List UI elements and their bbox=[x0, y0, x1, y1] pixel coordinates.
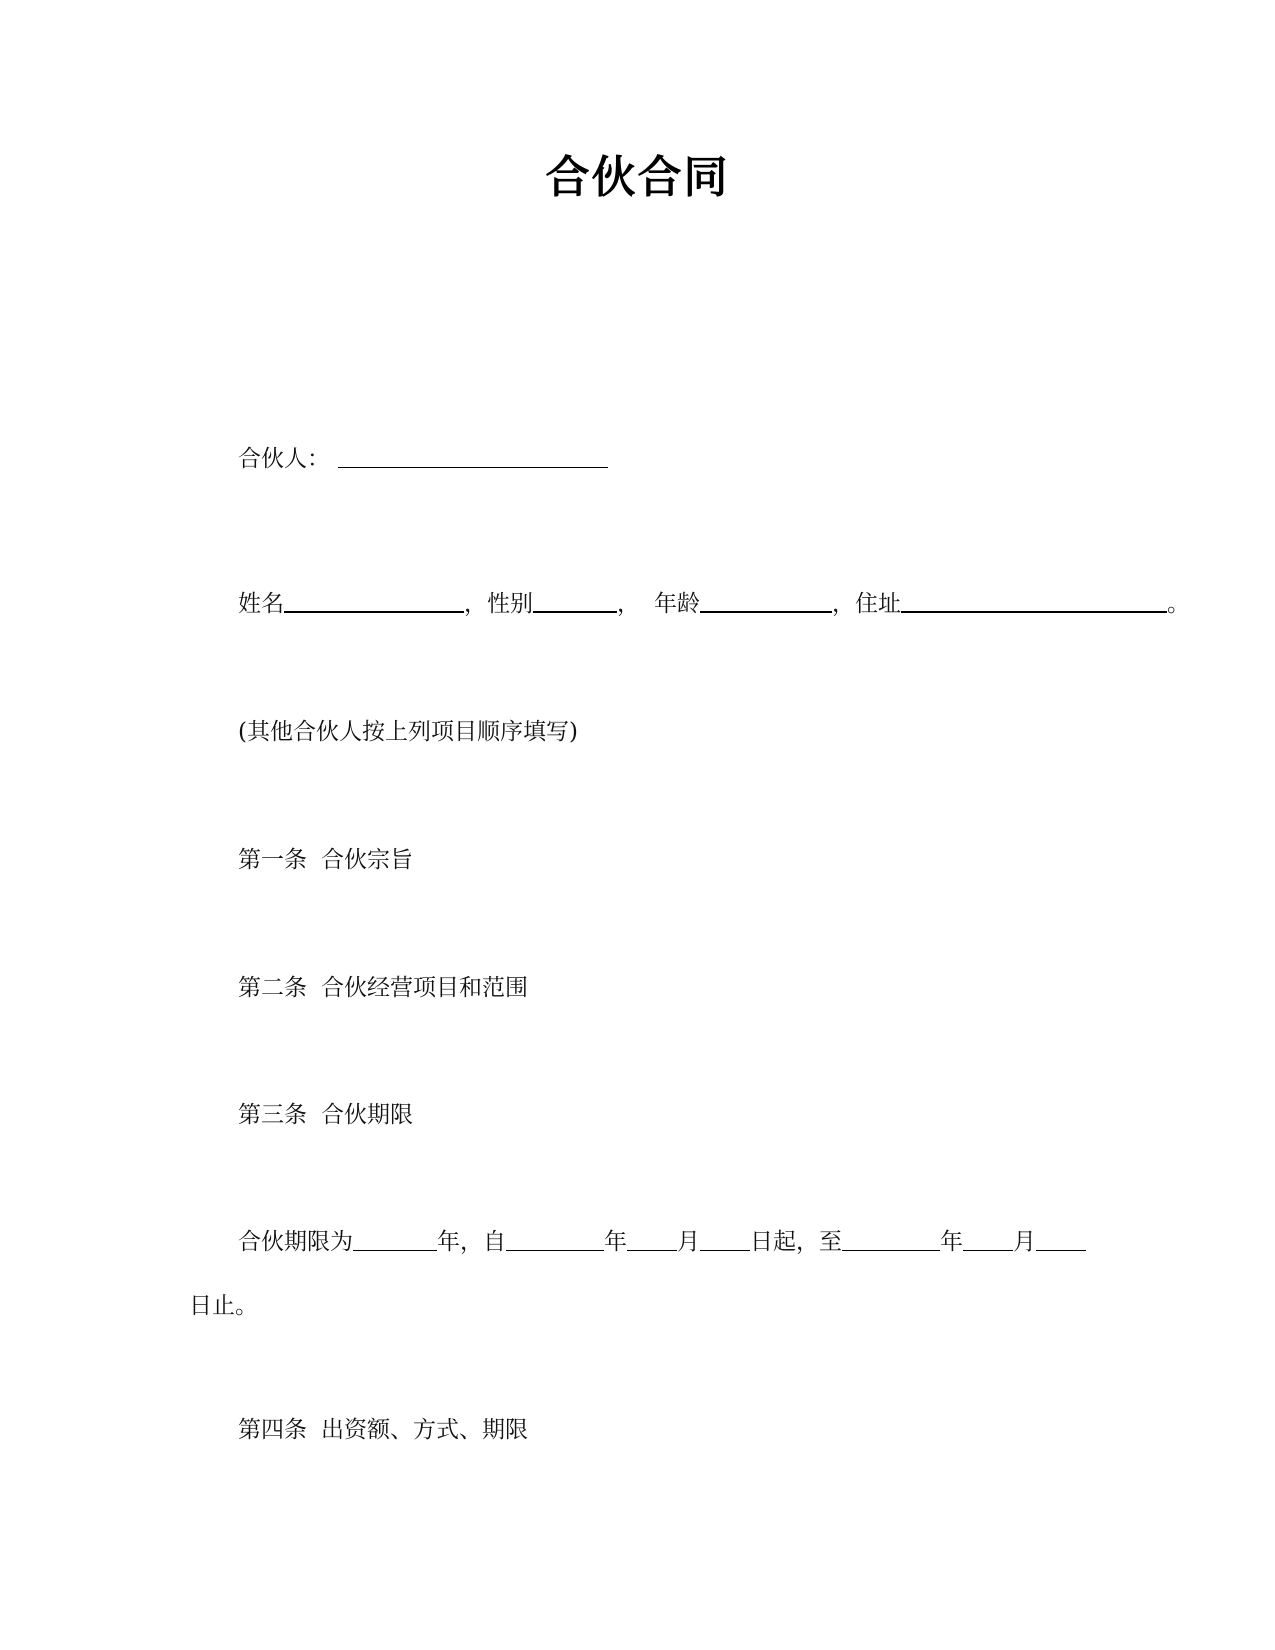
partner-label: 合伙人： bbox=[238, 446, 330, 472]
gender-blank[interactable] bbox=[533, 589, 617, 613]
fill-in-note: (其他合伙人按上列项目顺序填写) bbox=[238, 719, 578, 745]
start-year-blank[interactable] bbox=[506, 1228, 604, 1251]
start-year-label: 年 bbox=[604, 1229, 627, 1255]
article-2 bbox=[238, 972, 528, 1004]
end-month-label: 月 bbox=[1013, 1229, 1036, 1255]
article-1-heading: 合伙宗旨 bbox=[321, 847, 413, 873]
end-year-label: 年 bbox=[940, 1229, 963, 1255]
term-prefix: 合伙期限为 bbox=[238, 1229, 353, 1255]
article-3-heading: 合伙期限 bbox=[321, 1102, 413, 1128]
address-label: ，住址 bbox=[832, 591, 901, 617]
article-2-number: 第二条 bbox=[238, 975, 307, 1001]
start-month-blank[interactable] bbox=[627, 1228, 677, 1251]
age-label: 年龄 bbox=[654, 591, 700, 617]
end-year-blank[interactable] bbox=[842, 1228, 940, 1251]
article-4-number: 第四条 bbox=[238, 1417, 307, 1443]
age-blank[interactable] bbox=[700, 589, 832, 613]
end-day-blank[interactable] bbox=[1036, 1228, 1086, 1251]
term-year-label: 年，自 bbox=[437, 1229, 506, 1255]
article-4 bbox=[238, 1414, 528, 1446]
start-month-label: 月 bbox=[677, 1229, 700, 1255]
partner-blank[interactable] bbox=[338, 445, 608, 468]
article-3-number: 第三条 bbox=[238, 1102, 307, 1128]
article-1 bbox=[238, 844, 413, 876]
term-years-blank[interactable] bbox=[353, 1228, 437, 1251]
gender-label: ，性别 bbox=[464, 591, 533, 617]
separator-comma: ， bbox=[617, 591, 640, 617]
term-line bbox=[238, 1226, 1086, 1258]
personal-info-line bbox=[238, 588, 1190, 620]
term-line-end: 日止。 bbox=[189, 1293, 258, 1319]
name-label: 姓名 bbox=[238, 591, 284, 617]
address-blank[interactable] bbox=[901, 589, 1167, 613]
start-day-blank[interactable] bbox=[700, 1228, 750, 1251]
start-day-label: 日起，至 bbox=[750, 1229, 842, 1255]
article-3 bbox=[238, 1099, 413, 1131]
article-2-heading: 合伙经营项目和范围 bbox=[321, 975, 528, 1001]
info-line-end: 。 bbox=[1167, 591, 1190, 617]
partner-line bbox=[238, 443, 608, 475]
end-month-blank[interactable] bbox=[963, 1228, 1013, 1251]
name-blank[interactable] bbox=[284, 589, 464, 613]
document-title: 合伙合同 bbox=[545, 152, 730, 203]
article-4-heading: 出资额、方式、期限 bbox=[321, 1417, 528, 1443]
article-1-number: 第一条 bbox=[238, 847, 307, 873]
